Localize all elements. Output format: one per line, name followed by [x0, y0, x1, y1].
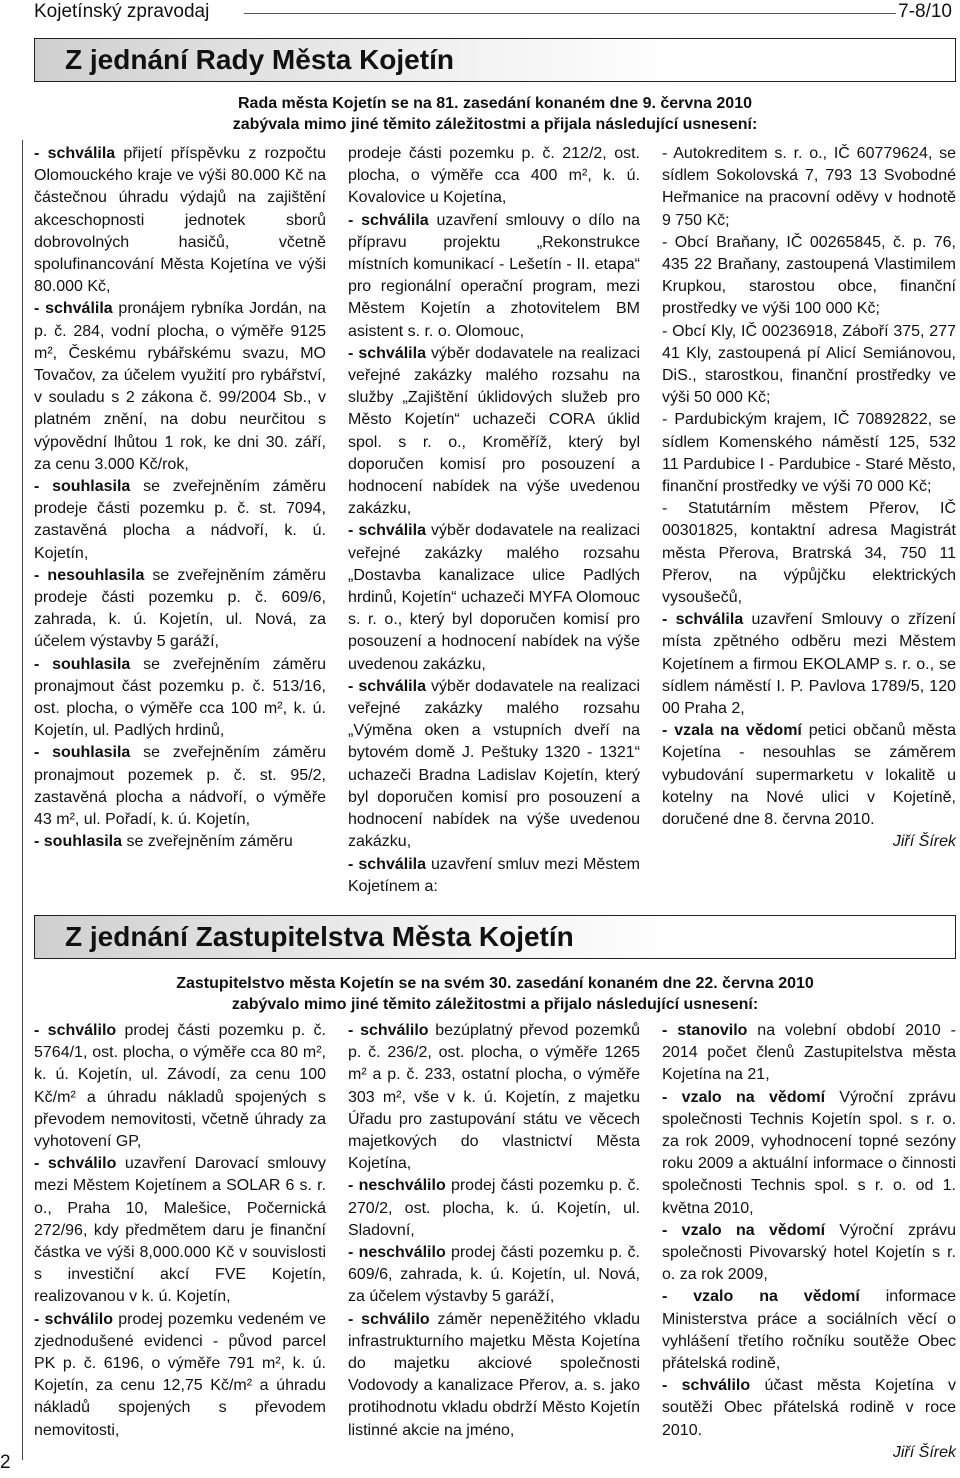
- resolution-text: - Obcí Braňany, IČ 00265845, č. p. 76, 435 22 Braňany, zastoupená Vlastimilem Krupkou, starostou obce, finanční prostředky ve výši 100 000 Kč;: [662, 233, 956, 318]
- resolution-verb: - schválila: [662, 611, 744, 629]
- resolution-item: [34, 298, 326, 476]
- resolution-verb: - nesouhlasila: [34, 566, 145, 584]
- rada-intro-line2: zabývala mimo jiné těmito záležitostmi a přijala následující usnesení:: [232, 116, 758, 133]
- resolution-verb: - schválilo: [348, 1022, 429, 1039]
- resolution-text: petici občanů města Kojetína - nesouhlas se záměrem vybudování supermarketu v lokalitě u kotelny na Nové ulici v Kojetíně, doručené dne 8. června 2010.: [662, 722, 957, 829]
- resolution-item: [348, 1309, 640, 1442]
- resolution-text: výběr dodavatele na realizaci veřejné zakázky malého rozsahu na služby „Zajištění úklidových služeb pro Město Kojetín“ uchazeči CORA úklid spol. s r. o., Kroměříž, který byl doporučen komisí pro posouzení a hodnocení nabídek na výše uvedenou zakázku,: [348, 344, 640, 518]
- resolution-text: přijetí příspěvku z rozpočtu Olomouckého kraje ve výši 80.000 Kč na částečnou úhradu výdajů na zajištění akceschopnosti jednotek sborů dobrovolných hasičů, včetně spolufinancování Města Kojetína ve výši 80.000 Kč,: [34, 145, 326, 296]
- resolution-text: uzavření smluv mezi Městem Kojetínem a:: [348, 855, 641, 895]
- resolution-item: [348, 676, 640, 854]
- resolution-text: výběr dodavatele na realizaci veřejné zakázky malého rozsahu „Výměna oken a vstupních dveří na bytovém domě J. Peštuky 1320 - 1321“ uchazeči Bradna Ladislav Kojetín, který byl doporučen komisí pro posouzení a hodnocení nabídek na výše uvedenou zakázku,: [348, 677, 640, 851]
- resolution-verb: - schválila: [348, 677, 426, 695]
- left-margin-rule: [22, 140, 23, 1460]
- rada-intro: [34, 93, 956, 135]
- resolution-verb: - schválila: [34, 300, 113, 318]
- publication-name: Kojetínský zpravodaj: [34, 1, 210, 22]
- page-header: [34, 0, 956, 30]
- resolution-item: [662, 609, 956, 720]
- resolution-text: - Autokreditem s. r. o., IČ 60779624, se sídlem Sokolovská 7, 793 13 Svobodné Heřmanice na pracovní oděvy v hodnotě 9 750 Kč;: [662, 145, 956, 229]
- resolution-item: [34, 143, 326, 298]
- resolution-item: [662, 720, 956, 831]
- resolution-verb: - schválilo: [662, 1377, 751, 1395]
- resolution-text: účast města Kojetína v soutěži Obec přátelská rodině v roce 2010.: [662, 1377, 956, 1439]
- resolution-text: informace Ministerstva práce a sociálních věcí o vyhlášení třetího ročníku soutěže Obec přátelská rodině,: [662, 1288, 956, 1373]
- resolution-item: [348, 143, 640, 210]
- resolution-text: Výroční zprávu společnosti Pivovarský hotel Kojetín s r. o. za rok 2009,: [662, 1221, 957, 1284]
- resolution-verb: - schválilo: [34, 1155, 117, 1173]
- resolution-verb: - schválila: [348, 344, 426, 362]
- resolution-item: [662, 1375, 956, 1442]
- resolution-verb: - stanovilo: [662, 1022, 748, 1039]
- resolution-item: [348, 343, 640, 521]
- resolution-text: prodej pozemku vedeném ve zjednodušené evidenci - původ parcel PK p. č. 6196, o výměře 791 m², k. ú. Kojetín, za cenu 12,75 Kč/m² a úhradu nákladů spojených s převodem nemovitosti,: [34, 1310, 327, 1439]
- resolution-item: [662, 1220, 956, 1287]
- author-signature: Jiří Šírek: [892, 1443, 956, 1461]
- resolution-verb: - vzalo na vědomí: [662, 1088, 826, 1106]
- rada-column-1: [34, 143, 326, 854]
- rada-column-3: [662, 143, 956, 854]
- resolution-verb: - souhlasila: [34, 478, 131, 496]
- resolution-verb: - schválila: [34, 145, 116, 162]
- resolution-text: se zveřejněním záměru: [122, 833, 293, 851]
- resolution-verb: - schválilo: [348, 1310, 430, 1328]
- resolution-verb: - souhlasila: [34, 744, 131, 762]
- resolution-item: [348, 1242, 640, 1309]
- resolution-item: [34, 1309, 326, 1442]
- resolution-verb: - souhlasila: [34, 655, 131, 673]
- resolution-item: [662, 1286, 956, 1375]
- zastupitelstvo-title: Z jednání Zastupitelstva Města Kojetín: [65, 921, 574, 952]
- resolution-item: [348, 1175, 640, 1242]
- resolution-item: [348, 854, 640, 898]
- resolution-verb: - schválila: [348, 211, 429, 229]
- resolution-text: - Obcí Kly, IČ 00236918, Záboří 375, 277 41 Kly, zastoupená pí Alicí Semiánovou, DiS., starostkou, finanční prostředky ve výši 50 000 Kč;: [662, 322, 956, 407]
- resolution-text: Výroční zprávu společnosti Technis Kojetín spol. s r. o. za rok 2009, vyhodnocení topné sezóny roku 2009 a aktuální informace o činnosti společnosti Technis spol. s r. o. od 1. května 2010,: [662, 1088, 957, 1217]
- resolution-text: prodej části pozemku p. č. 270/2, ost. plocha, k. ú. Kojetín, ul. Sladovní,: [348, 1177, 641, 1239]
- resolution-text: se zveřejněním záměru prodeje části pozemku p. č. 609/6, zahrada, k. ú. Kojetín, ul. Nová, za účelem výstavby 5 garáží,: [34, 566, 326, 651]
- zastupitelstvo-column-1: [34, 1020, 326, 1442]
- resolution-verb: - souhlasila: [34, 833, 123, 851]
- resolution-item: [34, 654, 326, 743]
- resolution-verb: - neschválilo: [348, 1177, 446, 1195]
- resolution-item: [34, 476, 326, 565]
- rada-title: Z jednání Rady Města Kojetín: [65, 44, 454, 75]
- resolution-text: - Statutárním městem Přerov, IČ 00301825, kontaktní adresa Magistrát města Přerova, Bratrská 34, 750 11 Přerov, na výpůjčku elektrických vysoušečů,: [662, 500, 956, 607]
- resolution-item: [662, 1020, 956, 1087]
- resolution-text: uzavření Smlouvy o zřízení místa zpětného odběru mezi Městem Kojetínem a firmou EKOLAMP s. r. o., se sídlem náměstí I. P. Pavlova 1789/5, 120 00 Praha 2,: [662, 611, 956, 718]
- resolution-item: [348, 1020, 640, 1175]
- resolution-item: [662, 1087, 956, 1220]
- issue-number: 7-8/10: [898, 1, 952, 22]
- resolution-item: [662, 143, 956, 232]
- resolution-verb: - vzala na vědomí: [662, 722, 802, 740]
- resolution-item: [662, 498, 956, 609]
- zastupitelstvo-intro: [34, 973, 956, 1015]
- resolution-text: - Pardubickým krajem, IČ 70892822, se sídlem Komenského náměstí 125, 532 11 Pardubice I - Pardubice - Staré Město, finanční prostředky ve výši 70 000 Kč;: [662, 411, 956, 496]
- resolution-text: na volební období 2010 - 2014 počet členů Zastupitelstva města Kojetína na 21,: [662, 1022, 956, 1084]
- resolution-verb: - schválilo: [34, 1310, 114, 1328]
- resolution-text: se zveřejněním záměru pronajmout část pozemku p. č. 513/16, ost. plocha, o výměře cca 100 m², k. ú. Kojetín, ul. Padlých hrdinů,: [34, 655, 327, 740]
- resolution-item: [34, 565, 326, 654]
- resolution-text: uzavření smlouvy o dílo na přípravu projektu „Rekonstrukce místních komunikací - Lešetín - II. etapa“ pro regionální operační program, mezi Městem Kojetín a zhotovitelem BM asistent s. r. o. Olomouc,: [348, 211, 641, 340]
- resolution-text: pronájem rybníka Jordán, na p. č. 284, vodní plocha, o výměře 9125 m², Českému rybářskému svazu, MO Tovačov, za účelem využití pro rybářství, v souladu s 2 zákona č. 99/2004 Sb., v platném znění, na dobu neurčitou s výpovědní lhůtou 1 rok, ke dni 30. září, za cenu 3.000 Kč/rok,: [34, 300, 327, 473]
- resolution-verb: - schválila: [348, 855, 426, 873]
- resolution-verb: - vzalo na vědomí: [662, 1288, 860, 1306]
- zastupitelstvo-intro-line1: Zastupitelstvo města Kojetín se na svém 30. zasedání konaném dne 22. června 2010: [176, 975, 814, 992]
- resolution-text: výběr dodavatele na realizaci veřejné zakázky malého rozsahu „Dostavba kanalizace ulice Padlých hrdinů, Kojetín“ uchazeči MYFA Olomouc s. r. o., který byl doporučen komisí pro posouzení a hodnocení nabídek na výše uvedenou zakázku,: [348, 522, 640, 673]
- rada-intro-line1: Rada města Kojetín se na 81. zasedání konaném dne 9. června 2010: [237, 95, 752, 112]
- resolution-text: prodej části pozemku p. č. 609/6, zahrada, k. ú. Kojetín, ul. Nová, za účelem výstavby 5 garáží,: [348, 1244, 641, 1306]
- resolution-text: se zveřejněním záměru pronajmout pozemek p. č. st. 95/2, zastavěná plocha a nádvoří, o výměře 43 m², ul. Pořadí, k. ú. Kojetín,: [34, 744, 327, 829]
- resolution-verb: - schválilo: [34, 1022, 117, 1039]
- zastupitelstvo-title-box: [34, 915, 956, 959]
- resolution-item: [662, 409, 956, 498]
- resolution-item: [34, 1020, 326, 1153]
- zastupitelstvo-column-3: [662, 1020, 956, 1464]
- resolution-text: se zveřejněním záměru prodeje části pozemku p. č. st. 7094, zastavěná plocha a nádvoří, k. ú. Kojetín,: [34, 478, 327, 562]
- resolution-item: [662, 232, 956, 321]
- resolution-text: bezúplatný převod pozemků p. č. 236/2, ost. plocha, o výměře 1265 m² a p. č. 233, ostatní plocha, o výměře 303 m², vše v k. ú. Kojetín, z majetku Úřadu pro zastupování státu ve věcech majetkových do vlastnictví Města Kojetína,: [348, 1022, 640, 1173]
- rada-title-box: [34, 38, 956, 82]
- resolution-item: [348, 210, 640, 343]
- page-number: 2: [0, 1452, 11, 1473]
- resolution-text: prodeje části pozemku p. č. 212/2, ost. plocha, o výměře cca 400 m², k. ú. Kovalovice u Kojetína,: [348, 145, 640, 207]
- zastupitelstvo-intro-line2: zabývalo mimo jiné těmito záležitostmi a přijalo následující usnesení:: [231, 996, 759, 1013]
- author-signature: Jiří Šírek: [892, 833, 956, 851]
- resolution-item: [34, 831, 326, 853]
- resolution-item: [34, 742, 326, 831]
- rada-column-2: [348, 143, 640, 898]
- resolution-item: [34, 1153, 326, 1308]
- resolution-text: prodej části pozemku p. č. 5764/1, ost. plocha, o výměře cca 80 m², k. ú. Kojetín, ul. Závodí, za cenu 100 Kč/m² a úhradu nákladů spojených s převodem nemovitosti, včetně úhrady za vyhotovení GP,: [34, 1022, 326, 1151]
- zastupitelstvo-column-2: [348, 1020, 640, 1442]
- resolution-verb: - schválila: [348, 522, 426, 540]
- resolution-text: záměr nepeněžitého vkladu infrastrukturního majetku Města Kojetína do majetku akciové společnosti Vodovody a kanalizace Přerov, a. s. jako protihodnotu vkladu obdrží Město Kojetín listinné akcie na jméno,: [348, 1310, 640, 1439]
- resolution-item: [348, 520, 640, 675]
- resolution-verb: - vzalo na vědomí: [662, 1221, 826, 1239]
- header-rule: [244, 13, 896, 14]
- resolution-item: [662, 321, 956, 410]
- resolution-text: uzavření Darovací smlouvy mezi Městem Kojetínem a SOLAR 6 s. r. o., Praha 10, Malešice, Počernická 272/96, kdy předmětem daru je finanční částka ve výši 8,000.000 Kč v souvislosti s investiční akcí FVE Kojetín, realizovanou v k. ú. Kojetín,: [34, 1155, 327, 1306]
- resolution-verb: - neschválilo: [348, 1244, 446, 1262]
